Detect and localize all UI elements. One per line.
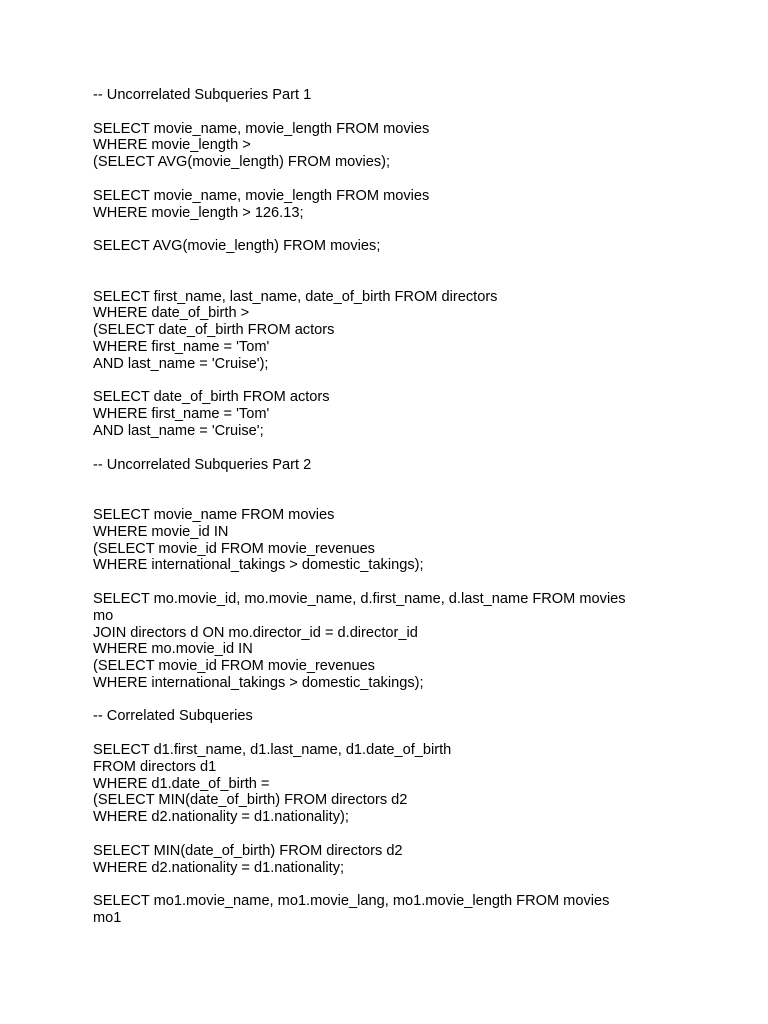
code-line: WHERE international_takings > domestic_takings); <box>93 674 424 691</box>
document-body <box>93 87 693 927</box>
code-line: SELECT mo.movie_id, mo.movie_name, d.first_name, d.last_name FROM movies <box>93 590 626 607</box>
sql-statement <box>93 507 693 574</box>
code-line: SELECT first_name, last_name, date_of_birth FROM directors <box>93 288 498 305</box>
section-heading-comment <box>93 87 693 104</box>
code-line: (SELECT MIN(date_of_birth) FROM directors d2 <box>93 792 408 809</box>
code-line: WHERE first_name = 'Tom' <box>93 406 270 423</box>
blank-line <box>93 255 693 272</box>
code-line: WHERE d2.nationality = d1.nationality); <box>93 809 349 826</box>
code-line: FROM directors d1 <box>93 758 217 775</box>
blank-line <box>93 373 693 390</box>
code-line: (SELECT date_of_birth FROM actors <box>93 322 335 339</box>
code-line: WHERE d1.date_of_birth = <box>93 775 270 792</box>
code-line: SELECT d1.first_name, d1.last_name, d1.date_of_birth <box>93 742 452 759</box>
code-line: mo <box>93 607 114 624</box>
blank-line <box>93 574 693 591</box>
code-line: WHERE international_takings > domestic_takings); <box>93 557 424 574</box>
sql-statement <box>93 893 693 927</box>
code-line: WHERE movie_id IN <box>93 523 229 540</box>
blank-line <box>93 490 693 507</box>
code-line: SELECT MIN(date_of_birth) FROM directors d2 <box>93 842 403 859</box>
blank-line <box>93 826 693 843</box>
comment-line: -- Uncorrelated Subqueries Part 1 <box>93 87 312 103</box>
section-heading-comment <box>93 457 693 474</box>
code-line: WHERE movie_length > <box>93 137 251 154</box>
blank-line <box>93 221 693 238</box>
code-line: WHERE d2.nationality = d1.nationality; <box>93 859 345 876</box>
code-line: AND last_name = 'Cruise'; <box>93 422 264 439</box>
blank-line <box>93 692 693 709</box>
blank-line <box>93 440 693 457</box>
code-line: (SELECT AVG(movie_length) FROM movies); <box>93 154 391 171</box>
comment-line: -- Uncorrelated Subqueries Part 2 <box>93 456 312 473</box>
blank-line <box>93 725 693 742</box>
code-line: SELECT movie_name, movie_length FROM movies <box>93 120 430 137</box>
sql-statement <box>93 742 693 826</box>
code-line: WHERE date_of_birth > <box>93 305 250 322</box>
code-line: AND last_name = 'Cruise'); <box>93 355 269 372</box>
blank-line <box>93 104 693 121</box>
blank-line <box>93 473 693 490</box>
code-line: SELECT movie_name, movie_length FROM movies <box>93 187 430 204</box>
code-line: SELECT date_of_birth FROM actors <box>93 389 330 406</box>
code-line: WHERE mo.movie_id IN <box>93 641 253 658</box>
blank-line <box>93 272 693 289</box>
code-line: JOIN directors d ON mo.director_id = d.director_id <box>93 624 418 641</box>
section-heading-comment <box>93 708 693 725</box>
code-line: SELECT movie_name FROM movies <box>93 506 335 523</box>
sql-statement <box>93 289 693 373</box>
code-line: WHERE movie_length > 126.13; <box>93 204 304 221</box>
blank-line <box>93 876 693 893</box>
sql-statement <box>93 389 693 439</box>
sql-statement <box>93 121 693 171</box>
blank-line <box>93 171 693 188</box>
sql-statement <box>93 188 693 222</box>
sql-statement <box>93 591 693 692</box>
code-line: WHERE first_name = 'Tom' <box>93 338 270 355</box>
code-line: SELECT mo1.movie_name, mo1.movie_lang, mo1.movie_length FROM movies <box>93 893 610 910</box>
sql-statement <box>93 843 693 877</box>
code-line: mo1 <box>93 910 122 927</box>
code-line: (SELECT movie_id FROM movie_revenues <box>93 540 375 557</box>
code-line: (SELECT movie_id FROM movie_revenues <box>93 658 375 675</box>
comment-line: -- Correlated Subqueries <box>93 708 253 725</box>
sql-statement <box>93 238 693 255</box>
code-line: SELECT AVG(movie_length) FROM movies; <box>93 238 381 255</box>
